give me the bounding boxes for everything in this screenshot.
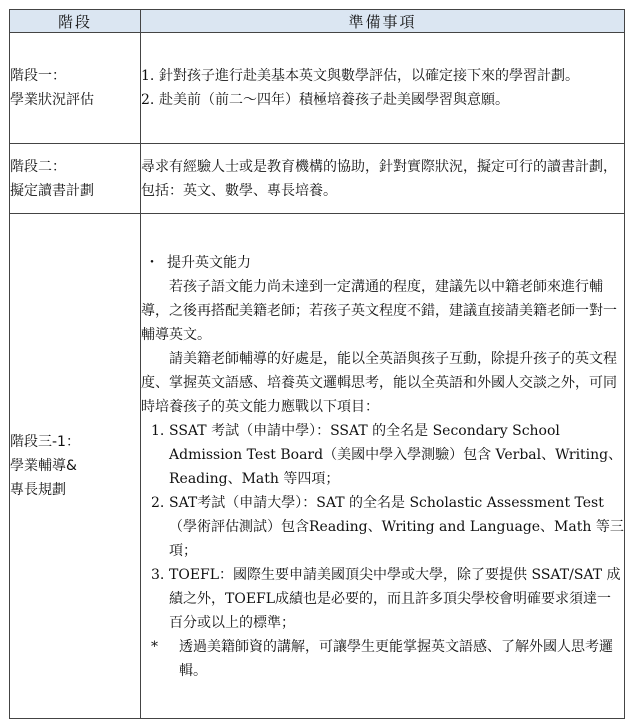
item-text: SSAT 考試（申請中學）：SSAT 的全名是 Secondary School Admission Test Board（美國中學入學測驗）包含 Verbal、Writing、Reading、Math 等四項； bbox=[169, 423, 623, 487]
item-text: TOEFL：國際生要申請美國頂尖中學或大學，除了要提供 SSAT/SAT 成績之外，TOEFL成績也是必要的，而且許多頂尖學校會明確要求須達一百分或以上的標準； bbox=[169, 567, 621, 631]
exam-list bbox=[141, 419, 624, 635]
item-text: 針對孩子進行赴美基本英文與數學評估，以確定接下來的學習計劃。 bbox=[159, 68, 579, 84]
stage-name: 擬定讀書計劃 bbox=[10, 182, 94, 199]
stage-row-2 bbox=[10, 144, 625, 214]
footnote-text: 透過美籍師資的講解，可讓學生更能掌握英文語感、了解外國人思考邏輯。 bbox=[179, 639, 613, 679]
header-row bbox=[10, 10, 625, 33]
paragraph-tutor-advice: 若孩子語文能力尚未達到一定溝通的程度，建議先以中籍老師來進行輔導，之後再搭配美籍老師；若孩子英文程度不錯，建議直接請美籍老師一對一輔導英文。 bbox=[141, 279, 617, 343]
stage-number: 階段二： bbox=[10, 158, 66, 175]
footnote bbox=[151, 635, 624, 683]
stage-items bbox=[141, 33, 625, 144]
stage-name: 學業狀況評估 bbox=[10, 92, 94, 108]
item-number: 2. bbox=[151, 495, 165, 511]
stage-column-header: 階段 bbox=[10, 10, 141, 33]
stage-row-1 bbox=[10, 33, 625, 144]
section-heading bbox=[141, 251, 624, 275]
exam-item bbox=[151, 563, 624, 635]
item-text: SAT考試（申請大學）：SAT 的全名是 Scholastic Assessment Test（學術評估測試）包含Reading、Writing and Language、Math 等三項； bbox=[169, 495, 624, 559]
preparation-table bbox=[9, 9, 625, 719]
stage-label bbox=[10, 214, 141, 719]
paragraph-benefits: 請美籍老師輔導的好處是，能以全英語與孩子互動，除提升孩子的英文程度、掌握英文語感、培養英文邏輯思考，能以全英語和外國人交談之外，可同時培養孩子的英文能力應戰以下項目： bbox=[141, 351, 617, 415]
bullet-icon: ・ bbox=[145, 255, 159, 271]
list-item bbox=[141, 64, 624, 88]
item-text: 赴美前（前二～四年）積極培養孩子赴美國學習與意願。 bbox=[159, 92, 509, 108]
stage-name-line-2: 專長規劃 bbox=[10, 482, 66, 498]
item-number: 1. bbox=[151, 423, 165, 439]
stage-row-3 bbox=[10, 214, 625, 719]
stage-name-line-1: 學業輔導& bbox=[10, 458, 77, 474]
exam-item bbox=[151, 491, 624, 563]
stage-number: 階段三-1： bbox=[10, 434, 80, 450]
stage-label bbox=[10, 33, 141, 144]
list-item bbox=[141, 88, 624, 112]
items-column-header: 準備事項 bbox=[141, 10, 625, 33]
section-title: 提升英文能力 bbox=[167, 255, 251, 271]
asterisk-icon: * bbox=[151, 639, 158, 655]
item-number: 2. bbox=[141, 92, 155, 108]
stage-description: 尋求有經驗人士或是教育機構的協助，針對實際狀況，擬定可行的讀書計劃，包括：英文、數學、專長培養。 bbox=[141, 144, 625, 214]
exam-item bbox=[151, 419, 624, 491]
stage-number: 階段一： bbox=[10, 68, 66, 84]
stage-label bbox=[10, 144, 141, 214]
stage-items bbox=[141, 214, 625, 719]
item-number: 1. bbox=[141, 68, 155, 84]
item-list bbox=[141, 64, 624, 112]
item-number: 3. bbox=[151, 567, 165, 583]
